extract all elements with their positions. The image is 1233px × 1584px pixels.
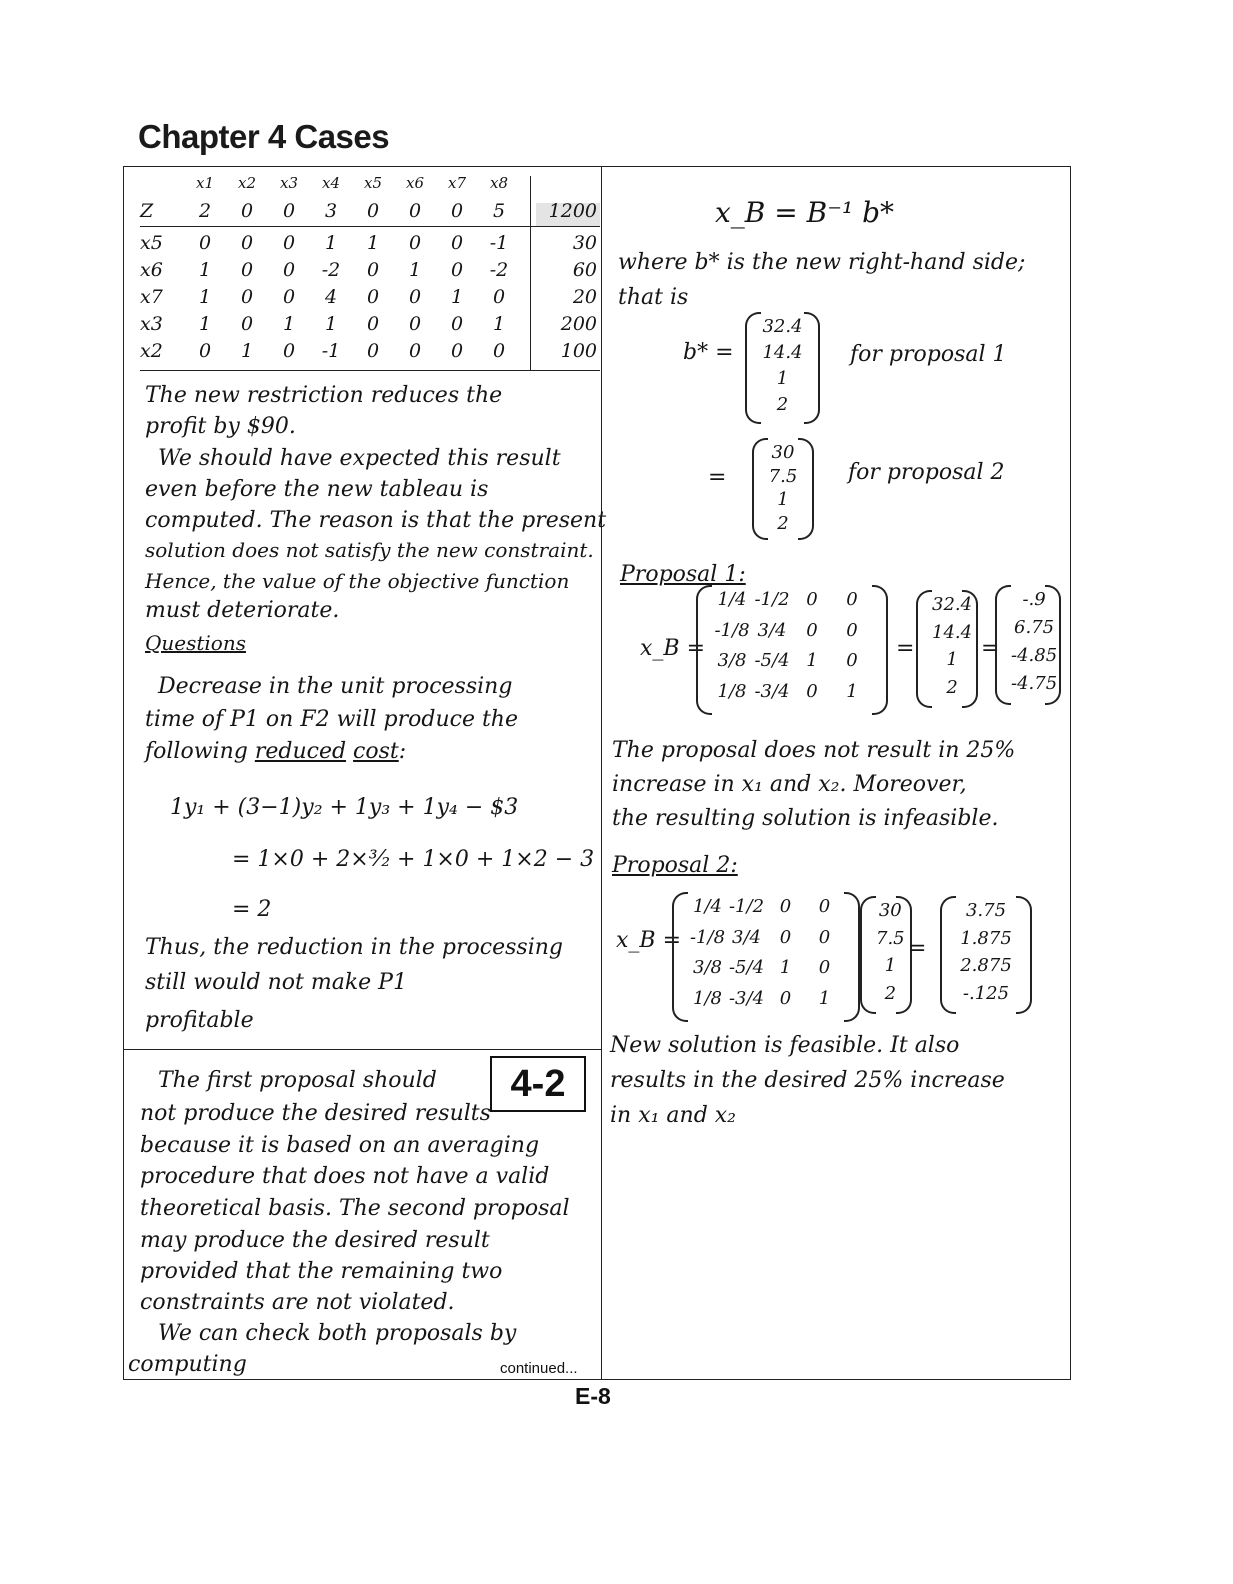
tableau-cell: 0 (366, 259, 380, 281)
equals-sign: = (981, 636, 1000, 661)
text-line: that is (618, 285, 689, 310)
right-paren (1045, 585, 1061, 705)
tableau-row (140, 232, 600, 258)
matrix-entry: 2 (946, 676, 958, 698)
tableau-header-cell: x5 (363, 174, 382, 192)
text-line: still would not make P1 (145, 970, 407, 995)
equation-line: 1y₁ + (3−1)y₂ + 1y₃ + 1y₄ − $3 (170, 795, 519, 820)
text-line: The first proposal should (158, 1068, 437, 1093)
tableau-row-label: x7 (140, 286, 163, 308)
tableau-cell: 0 (408, 340, 422, 362)
text-line: results in the desired 25% increase (610, 1068, 1005, 1093)
tableau-cell: 1 (282, 313, 296, 335)
text-line: profitable (145, 1008, 254, 1033)
matrix-entry: 1/8 (717, 680, 747, 702)
text-line: must deteriorate. (145, 598, 340, 623)
binv-matrix-p1 (696, 585, 888, 715)
text-line: provided that the remaining two (140, 1259, 503, 1284)
matrix-entry: -1/2 (754, 589, 790, 610)
tableau-row-label: x2 (140, 340, 163, 362)
text-line: increase in x₁ and x₂. Moreover, (612, 772, 967, 797)
matrix-entry: -1/2 (728, 896, 765, 917)
matrix-entry: 6.75 (1014, 617, 1055, 638)
tableau-cell: -2 (489, 259, 509, 281)
tableau-cell: 0 (408, 232, 422, 254)
text-line: The proposal does not result in 25% (612, 738, 1016, 763)
matrix-entry: 7.5 (768, 465, 798, 487)
tableau-cell: 1 (324, 313, 338, 335)
matrix-entry: 2 (884, 982, 897, 1004)
right-paren (844, 892, 860, 1022)
bstar-p1-column (916, 590, 978, 708)
tableau-cell: 1 (198, 286, 212, 308)
text-line: solution does not satisfy the new constraint. (145, 538, 594, 562)
p2-result-vector (940, 896, 1032, 1014)
left-paren (752, 438, 768, 540)
tableau-cell: 0 (408, 313, 422, 335)
text-line: time of P1 on F2 will produce the (145, 707, 518, 732)
tableau-row (140, 286, 600, 312)
matrix-entry: 1 (779, 957, 792, 978)
tableau-row-label: x5 (140, 232, 163, 254)
text-line: because it is based on an averaging (140, 1133, 540, 1158)
equation-line: = 2 (232, 897, 272, 922)
formula: x_B = B⁻¹ b* (715, 196, 895, 229)
matrix-entry: 1 (884, 955, 897, 976)
tableau-row (140, 313, 600, 339)
matrix-entry: 32.4 (762, 316, 803, 337)
matrix-entry: -1/8 (689, 926, 726, 948)
tableau-cell: 5 (492, 200, 506, 222)
left-paren (940, 896, 956, 1014)
column-divider (601, 166, 602, 1380)
tableau-cell: 1 (324, 232, 338, 254)
tableau-rhs-cell: 20 (572, 286, 597, 308)
tableau-cell: 0 (450, 232, 464, 254)
matrix-entry: 30 (878, 900, 902, 921)
tableau-cell: 0 (198, 232, 212, 254)
text-line: Thus, the reduction in the processing (145, 935, 563, 960)
tableau-cell: 1 (240, 340, 254, 362)
page-title: Chapter 4 Cases (138, 118, 390, 155)
tableau-cell: 0 (492, 286, 506, 308)
tableau-cell: 0 (408, 286, 422, 308)
text-line: computed. The reason is that the present (145, 508, 607, 533)
matrix-entry: 0 (779, 896, 792, 917)
matrix-entry: -3/4 (728, 987, 765, 1009)
matrix-cells (932, 594, 973, 704)
matrix-entry: 1 (777, 489, 789, 510)
matrix-entry: -3/4 (754, 680, 790, 702)
matrix-entry: 1 (818, 987, 831, 1009)
tableau-cell: 0 (198, 340, 212, 362)
right-paren (962, 590, 978, 708)
matrix-entry: -.125 (962, 982, 1010, 1004)
text-line: We can check both proposals by (158, 1321, 517, 1346)
text-line: Hence, the value of the objective function (145, 569, 570, 593)
matrix-entry: 0 (779, 987, 792, 1009)
tableau-cell: 0 (282, 340, 296, 362)
text-line: New solution is feasible. It also (610, 1033, 960, 1058)
binv-matrix-p2 (672, 892, 860, 1022)
tableau-row (140, 200, 600, 227)
section-divider (123, 1049, 602, 1050)
matrix-entry: 0 (818, 896, 831, 917)
tableau-cell: 0 (282, 200, 296, 222)
text-line: for proposal 2 (848, 460, 1005, 485)
tableau-cell: 3 (324, 200, 338, 222)
continued-label: continued... (500, 1360, 578, 1377)
text-line: theoretical basis. The second proposal (140, 1196, 570, 1221)
tableau-cell: 1 (366, 232, 380, 254)
right-paren (798, 438, 814, 540)
matrix-entry: 7.5 (876, 927, 905, 949)
matrix-entry: -1/8 (714, 619, 750, 641)
matrix-entry: 1/4 (693, 896, 722, 917)
tableau-rhs-cell: 100 (560, 340, 597, 362)
tableau-header-row (140, 174, 600, 200)
matrix-entry: 1 (946, 649, 958, 670)
text-fragment: following (145, 739, 248, 764)
left-paren (672, 892, 688, 1022)
tableau-cell: 0 (240, 286, 254, 308)
text-line: constraints are not violated. (140, 1290, 455, 1315)
page-number: E-8 (575, 1383, 611, 1409)
text-line: where b* is the new right-hand side; (618, 250, 1026, 275)
tableau-header-cell: x3 (279, 174, 298, 192)
text-line: profit by $90. (145, 414, 296, 439)
text-line: procedure that does not have a valid (140, 1164, 550, 1189)
tableau-cell: 0 (492, 340, 506, 362)
matrix-entry: 0 (806, 589, 818, 610)
text-line: computing (128, 1352, 247, 1377)
proposal2-heading: Proposal 2: (612, 853, 738, 878)
tableau-cell: 1 (198, 313, 212, 335)
matrix-entry: 3.75 (965, 900, 1007, 921)
tableau-row-label: x3 (140, 313, 163, 335)
text-line: even before the new tableau is (145, 477, 489, 502)
text-line: The new restriction reduces the (145, 383, 503, 408)
tableau-cell: 4 (324, 286, 338, 308)
matrix-entry: 0 (846, 619, 858, 641)
tableau-header-cell: x7 (447, 174, 466, 192)
matrix-entry: 2 (776, 394, 789, 415)
text-line: may produce the desired result (140, 1228, 490, 1253)
tableau-row (140, 340, 600, 366)
matrix-cells (876, 900, 905, 1010)
matrix-entry: 0 (846, 650, 858, 671)
equals-sign: = (708, 465, 727, 490)
equals-sign: = (908, 936, 927, 961)
tableau-cell: 0 (450, 313, 464, 335)
matrix-entry: 0 (846, 589, 858, 610)
left-paren (696, 585, 712, 715)
matrix-entry: 1 (776, 368, 789, 389)
tableau-cell: 0 (366, 286, 380, 308)
right-paren (804, 312, 820, 424)
text-line: in x₁ and x₂ (610, 1103, 737, 1128)
matrix-cells (1011, 589, 1058, 701)
tableau-cell: 0 (282, 232, 296, 254)
matrix-entry: 14.4 (762, 342, 803, 363)
text-fragment: : (398, 739, 407, 764)
tableau-cell: 0 (366, 340, 380, 362)
matrix-entry: 2 (777, 512, 789, 534)
tableau-bottom-rule (140, 370, 600, 371)
tableau-cell: 0 (282, 286, 296, 308)
equals-sign: = (896, 636, 915, 661)
matrix-cells (956, 900, 1016, 1010)
case-badge: 4-2 (490, 1056, 586, 1112)
matrix-cells (761, 316, 804, 420)
matrix-entry: 30 (771, 442, 795, 463)
tableau-cell: 0 (450, 340, 464, 362)
matrix-entry: -5/4 (728, 957, 765, 978)
tableau-row (140, 259, 600, 285)
tableau-cell: -1 (489, 232, 509, 254)
tableau-cell: 0 (450, 259, 464, 281)
tableau-cell: 0 (366, 313, 380, 335)
matrix-entry: 3/4 (757, 619, 787, 641)
text-line: not produce the desired results (140, 1101, 491, 1126)
matrix-entry: -.9 (1022, 589, 1046, 610)
text-fragment: reduced (254, 739, 347, 764)
text-line: the resulting solution is infeasible. (612, 806, 999, 831)
xb-label: x_B = (616, 928, 682, 953)
matrix-entry: 1.875 (960, 927, 1012, 949)
left-paren (995, 585, 1011, 705)
tableau-header-cell: x1 (195, 174, 214, 192)
text-line: Decrease in the unit processing (158, 674, 513, 699)
tableau-cell: 0 (240, 232, 254, 254)
tableau-rhs-cell: 60 (572, 259, 597, 281)
bstar-label: b* = (683, 340, 734, 365)
xb-label: x_B = (640, 636, 706, 661)
right-paren (1016, 896, 1032, 1014)
tableau-row-label: Z (140, 200, 154, 222)
matrix-entry: 3/8 (717, 650, 747, 671)
matrix-entry: 1/4 (717, 589, 747, 610)
matrix-cells (768, 442, 798, 536)
matrix-entry: 2.875 (960, 955, 1012, 976)
matrix-entry: 0 (818, 957, 831, 978)
bstar-p2-column (860, 896, 912, 1014)
matrix-entry: 0 (779, 926, 792, 948)
tableau-header-cell: x6 (405, 174, 424, 192)
text-fragment: cost (353, 739, 399, 764)
bstar-p1-vector (745, 312, 820, 424)
tableau-row-label: x6 (140, 259, 163, 281)
tableau-cell: 2 (198, 200, 212, 222)
tableau-cell: -1 (321, 340, 341, 362)
matrix-entry: 1 (806, 650, 818, 671)
matrix-cells (712, 589, 872, 711)
tableau-header-cell: x8 (489, 174, 508, 192)
tableau-cell: 1 (450, 286, 464, 308)
left-paren (916, 590, 932, 708)
right-paren (872, 585, 888, 715)
matrix-entry: 32.4 (932, 594, 973, 615)
matrix-entry: 0 (806, 680, 818, 702)
equation-line: = 1×0 + 2×³⁄₂ + 1×0 + 1×2 − 3 (232, 847, 595, 872)
proposal1-heading: Proposal 1: (620, 562, 746, 587)
matrix-entry: 3/8 (693, 957, 722, 978)
matrix-entry: 14.4 (932, 621, 973, 643)
left-paren (860, 896, 876, 1014)
left-paren (745, 312, 761, 424)
tableau-cell: 1 (492, 313, 506, 335)
text-line (145, 739, 406, 764)
tableau-rhs-cell: 30 (572, 232, 597, 254)
matrix-entry: 1 (846, 680, 858, 702)
tableau-rhs-cell: 200 (560, 313, 597, 335)
matrix-entry: -4.75 (1011, 673, 1058, 694)
matrix-entry: 0 (818, 926, 831, 948)
p1-result-vector (995, 585, 1061, 705)
tableau-cell: -2 (321, 259, 341, 281)
tableau-header-cell: x2 (237, 174, 256, 192)
tableau-cell: 1 (408, 259, 422, 281)
matrix-entry: 3/4 (732, 926, 761, 948)
tableau-header-cell: x4 (321, 174, 340, 192)
matrix-entry: -5/4 (754, 650, 790, 671)
tableau-cell: 0 (240, 200, 254, 222)
tableau-cell: 0 (240, 313, 254, 335)
matrix-entry: 0 (806, 619, 818, 641)
matrix-cells (688, 896, 844, 1018)
tableau-cell: 0 (240, 259, 254, 281)
matrix-entry: 1/8 (693, 987, 722, 1009)
text-line: We should have expected this result (158, 446, 561, 471)
tableau-cell: 0 (450, 200, 464, 222)
tableau-cell: 0 (366, 200, 380, 222)
questions-heading: Questions (145, 631, 246, 655)
bstar-p2-vector (752, 438, 814, 540)
tableau-cell: 0 (408, 200, 422, 222)
tableau-cell: 0 (282, 259, 296, 281)
tableau-cell: 1 (198, 259, 212, 281)
matrix-entry: -4.85 (1011, 645, 1058, 666)
text-line: for proposal 1 (850, 342, 1007, 367)
tableau-rhs-cell: 1200 (548, 200, 597, 222)
